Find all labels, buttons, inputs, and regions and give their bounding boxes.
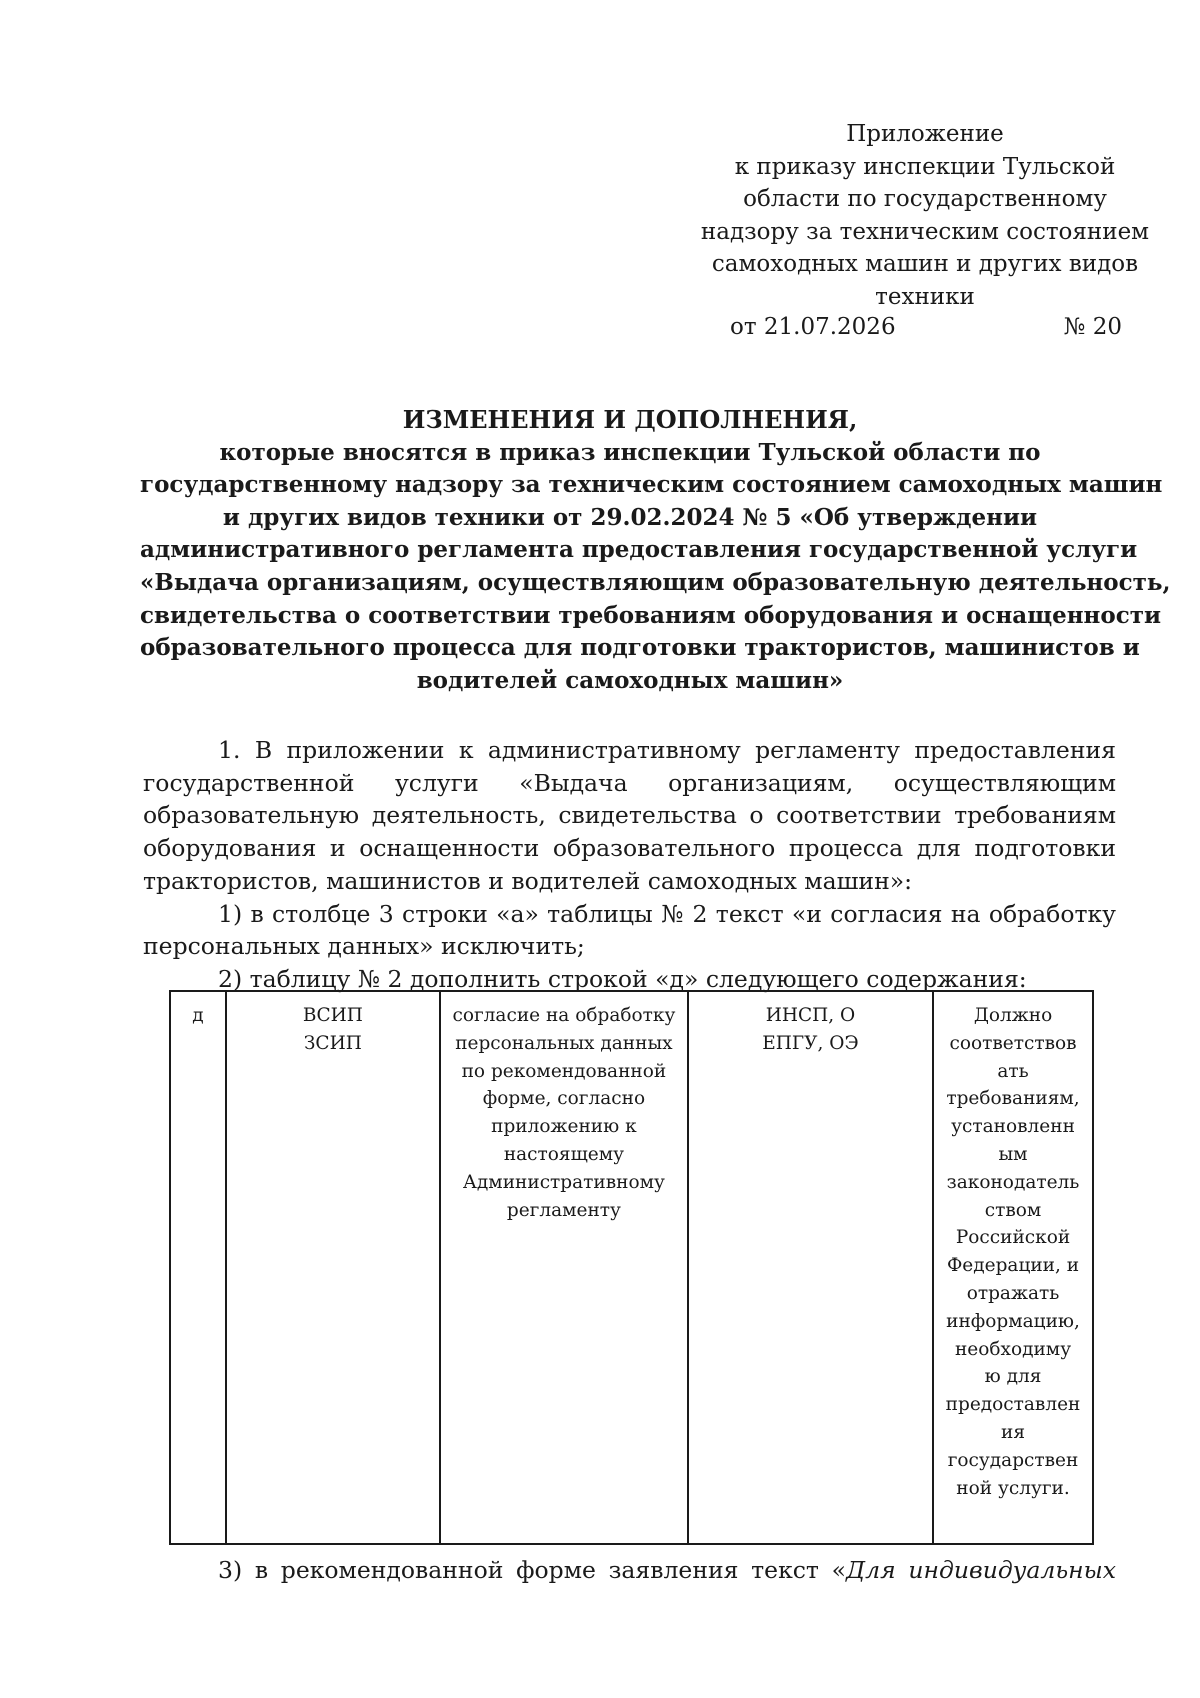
order-date: от 21.07.2026: [730, 314, 896, 340]
approval-line: к приказу инспекции Тульской: [734, 153, 1116, 180]
table-cell-letter: д: [170, 991, 226, 1544]
title-line: административного регламента предоставления государственной услуги: [140, 536, 1138, 564]
document-title: [140, 404, 1171, 697]
approval-block: [690, 118, 1160, 340]
title-line: свидетельства о соответствии требованиям оборудования и оснащенности: [140, 601, 1162, 629]
paragraph-4: [143, 1554, 1116, 1587]
approval-line: техники: [875, 283, 975, 310]
approval-line: Приложение: [846, 121, 1004, 147]
italic-quote: Для индивидуальных: [846, 1556, 1116, 1584]
paragraph-line: трактористов, машинистов и водителей самоходных машин»:: [143, 866, 913, 895]
title-line: образовательного процесса для подготовки трактористов, машинистов и: [140, 634, 1140, 662]
approval-line: надзору за техническим состоянием: [700, 218, 1150, 245]
title-line: которые вносятся в приказ инспекции Тульской области по: [219, 438, 1041, 466]
paragraph-line: образовательную деятельность, свидетельства о соответствии требованиям: [143, 801, 1116, 830]
paragraph-line: оборудования и оснащенности образовательного процесса для подготовки: [143, 834, 1116, 863]
approval-date-row: [690, 311, 1160, 343]
title-line: «Выдача организациям, осуществляющим образовательную деятельность,: [140, 568, 1171, 596]
addition-table: [169, 990, 1094, 1545]
order-number: № 20: [1063, 314, 1122, 340]
paragraph-1: [143, 734, 1116, 996]
title-line: водителей самоходных машин»: [416, 666, 844, 694]
table-cell-applicants: ВСИП ЗСИП: [226, 991, 440, 1544]
title-line: и других видов техники от 29.02.2024 № 5 «Об утверждении: [222, 503, 1038, 531]
table-cell-channels: ИНСП, О ЕПГУ, ОЭ: [688, 991, 933, 1544]
table-cell-document: согласие на обработку персональных данных по рекомендованной форме, согласно приложению к настоящему Административному регламенту: [440, 991, 688, 1544]
paragraph-line: государственной услуги «Выдача организациям, осуществляющим: [143, 768, 1116, 797]
paragraph-line: персональных данных» исключить;: [143, 932, 585, 961]
paragraph-line: 2) таблицу № 2 дополнить строкой «д» следующего содержания:: [218, 964, 1027, 993]
title-heading: ИЗМЕНЕНИЯ И ДОПОЛНЕНИЯ,: [402, 405, 858, 434]
paragraph-line: 3) в рекомендованной форме заявления текст «Для индивидуальных: [218, 1556, 1116, 1584]
table-row: [170, 991, 1093, 1544]
table-cell-requirements: Должно соответствов ать требованиям, установленн ым законодатель ством Российской Федерации, и отражать информацию, необходиму ю для предоставлен ия государствен ной услуги.: [933, 991, 1093, 1544]
title-line: государственному надзору за техническим состоянием самоходных машин: [140, 471, 1163, 499]
approval-line: области по государственному: [743, 186, 1107, 212]
approval-line: самоходных машин и других видов: [711, 251, 1139, 277]
paragraph-line: 1. В приложении к административному регламенту предоставления: [218, 736, 1116, 764]
paragraph-line: 1) в столбце 3 строки «а» таблицы № 2 текст «и согласия на обработку: [218, 899, 1116, 928]
